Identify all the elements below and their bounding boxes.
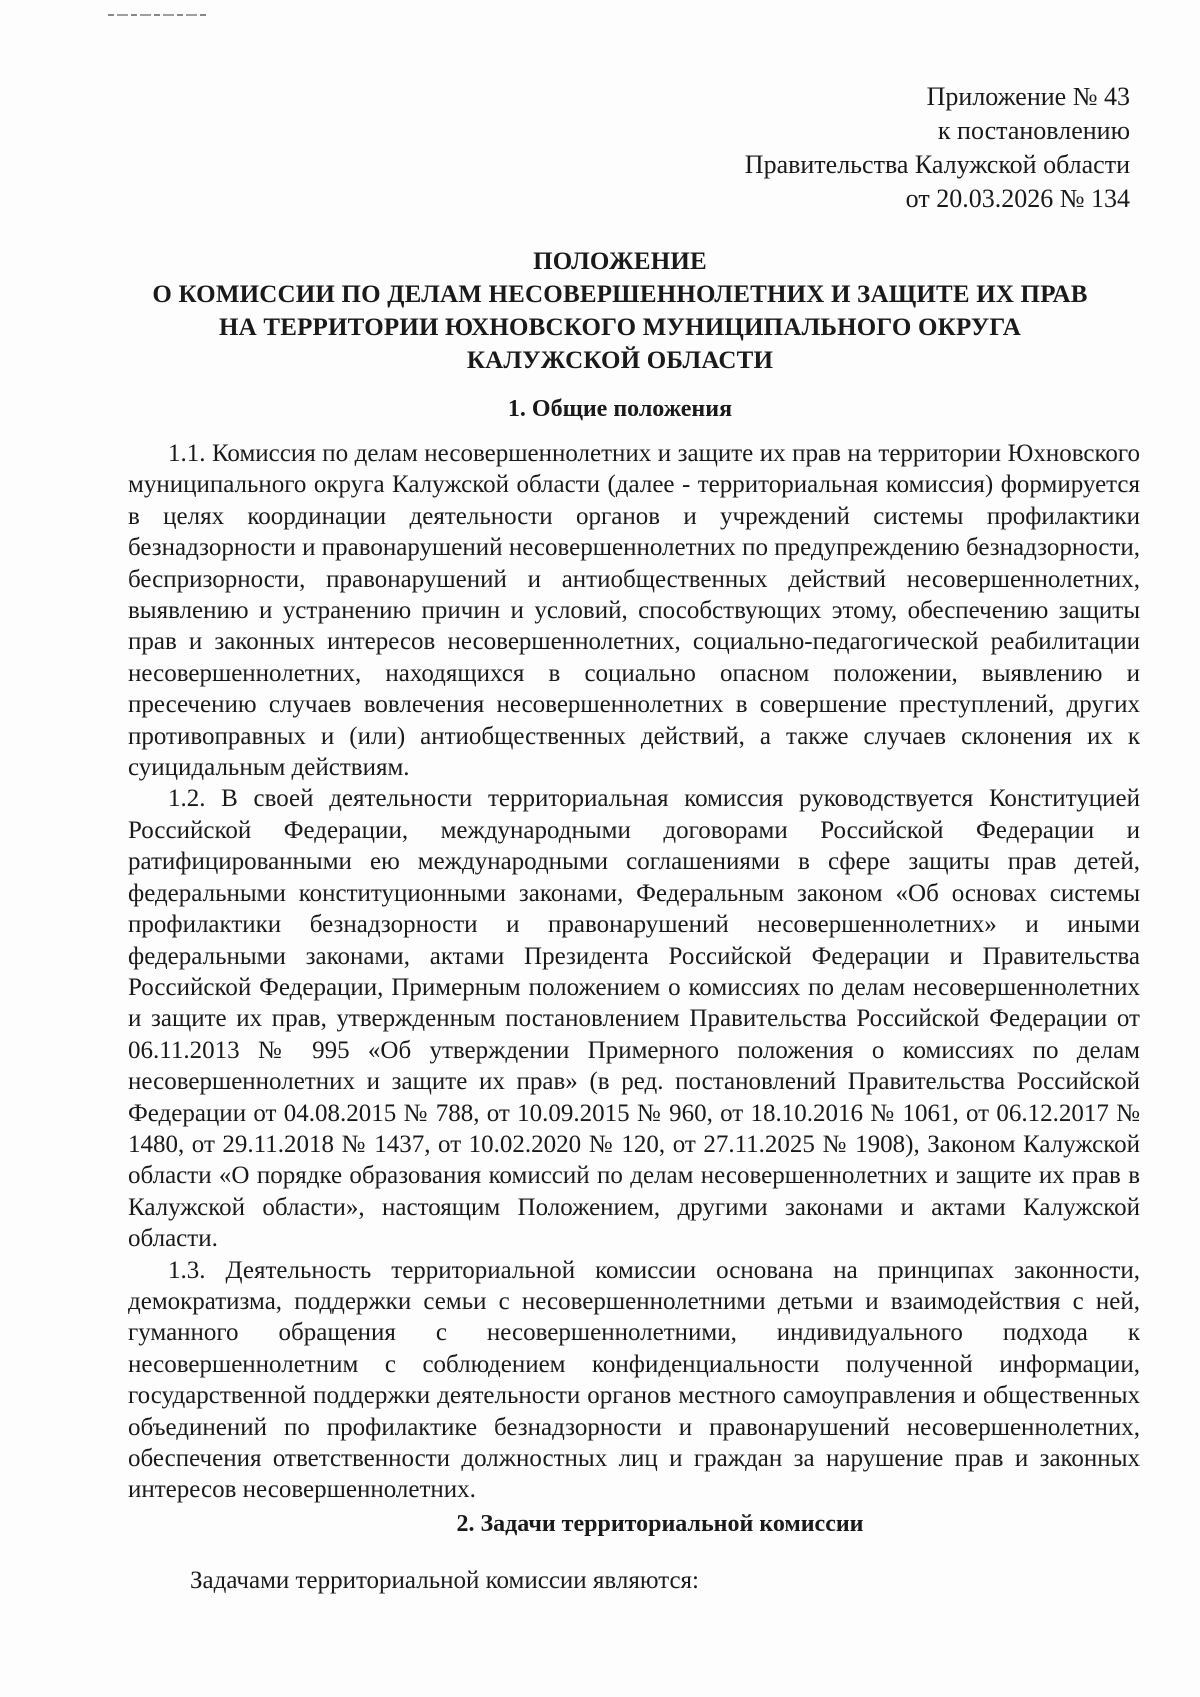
title-line: НА ТЕРРИТОРИИ ЮХНОВСКОГО МУНИЦИПАЛЬНОГО ОКРУГА — [218, 314, 1022, 341]
approval-line: от 20.03.2026 № 134 — [905, 184, 1130, 213]
section-body-general — [128, 438, 1140, 1506]
section-heading-general: 1. Общие положения — [507, 396, 733, 422]
title-line: ПОЛОЖЕНИЕ — [533, 248, 707, 275]
document-title — [100, 245, 1140, 377]
approval-line: Правительства Калужской области — [744, 150, 1130, 179]
approval-line: к постановлению — [937, 116, 1130, 145]
paragraph-1-3: 1.3. Деятельность территориальной комиссии основана на принципах законности, демократизма, поддержки семьи с несовершеннолетними детьми и взаимодействия с ней, гуманного обращения с несовершеннолетними, индивидуального подхода к несовершеннолетним с соблюдением конфиденциальности полученной информации, государственной поддержки деятельности органов местного самоуправления и общественных объединений по профилактике безнадзорности и правонарушений несовершеннолетних, обеспечения ответственности должностных лиц и граждан за нарушение прав и законных интересов несовершеннолетних. — [128, 1256, 1140, 1504]
paragraph-1-2: 1.2. В своей деятельности территориальная комиссия руководствуется Конституцией Российской Федерации, международными договорами Российской Федерации и ратифицированными ею международными соглашениями в сфере защиты прав детей, федеральными конституционными законами, Федеральным законом «Об основах системы профилактики безнадзорности и правонарушений несовершеннолетних» и иными федеральными законами, актами Президента Российской Федерации и Правительства Российской Федерации, Примерным положением о комиссиях по делам несовершеннолетних и защите их прав, утвержденным постановлением Правительства Российской Федерации от 06.11.2013 № 995 «Об утверждении Примерного положения о комиссиях по делам несовершеннолетних и защите их прав» (в ред. постановлений Правительства Российской Федерации от 04.08.2015 № 788, от 10.09.2015 № 960, от 18.10.2016 № 1061, от 06.12.2017 № 1480, от 29.11.2018 № 1437, от 10.02.2020 № 120, от 27.11.2025 № 1908), Законом Калужской области «О порядке образования комиссий по делам несовершеннолетних и защите их прав в Калужской области», настоящим Положением, другими законами и актами Калужской области. — [128, 785, 1140, 1253]
section-heading-tasks: 2. Задачи территориальной комиссии — [456, 1511, 864, 1537]
title-line: КАЛУЖСКОЙ ОБЛАСТИ — [466, 347, 774, 374]
approval-line: Приложение № 43 — [926, 82, 1130, 111]
tasks-intro: Задачами территориальной комиссии являются: — [190, 1567, 699, 1594]
title-line: О КОМИССИИ ПО ДЕЛАМ НЕСОВЕРШЕННОЛЕТНИХ И ЗАЩИТЕ ИХ ПРАВ — [152, 281, 1088, 308]
paragraph-1-1: 1.1. Комиссия по делам несовершеннолетних и защите их прав на территории Юхновского муниципального округа Калужской области (далее - территориальная комиссия) формируется в целях координации деятельности органов и учреждений системы профилактики безнадзорности и правонарушений несовершеннолетних по предупреждению безнадзорности, беспризорности, правонарушений и антиобщественных действий несовершеннолетних, выявлению и устранению причин и условий, способствующих этому, обеспечению защиты прав и законных интересов несовершеннолетних, социально-педагогической реабилитации несовершеннолетних, находящихся в социально опасном положении, выявлению и пресечению случаев вовлечения несовершеннолетних в совершение преступлений, других противоправных и (или) антиобщественных действий, а также случаев склонения их к суицидальным действиям. — [128, 440, 1140, 782]
scan-artifact — [108, 14, 206, 16]
approval-block — [610, 80, 1130, 216]
